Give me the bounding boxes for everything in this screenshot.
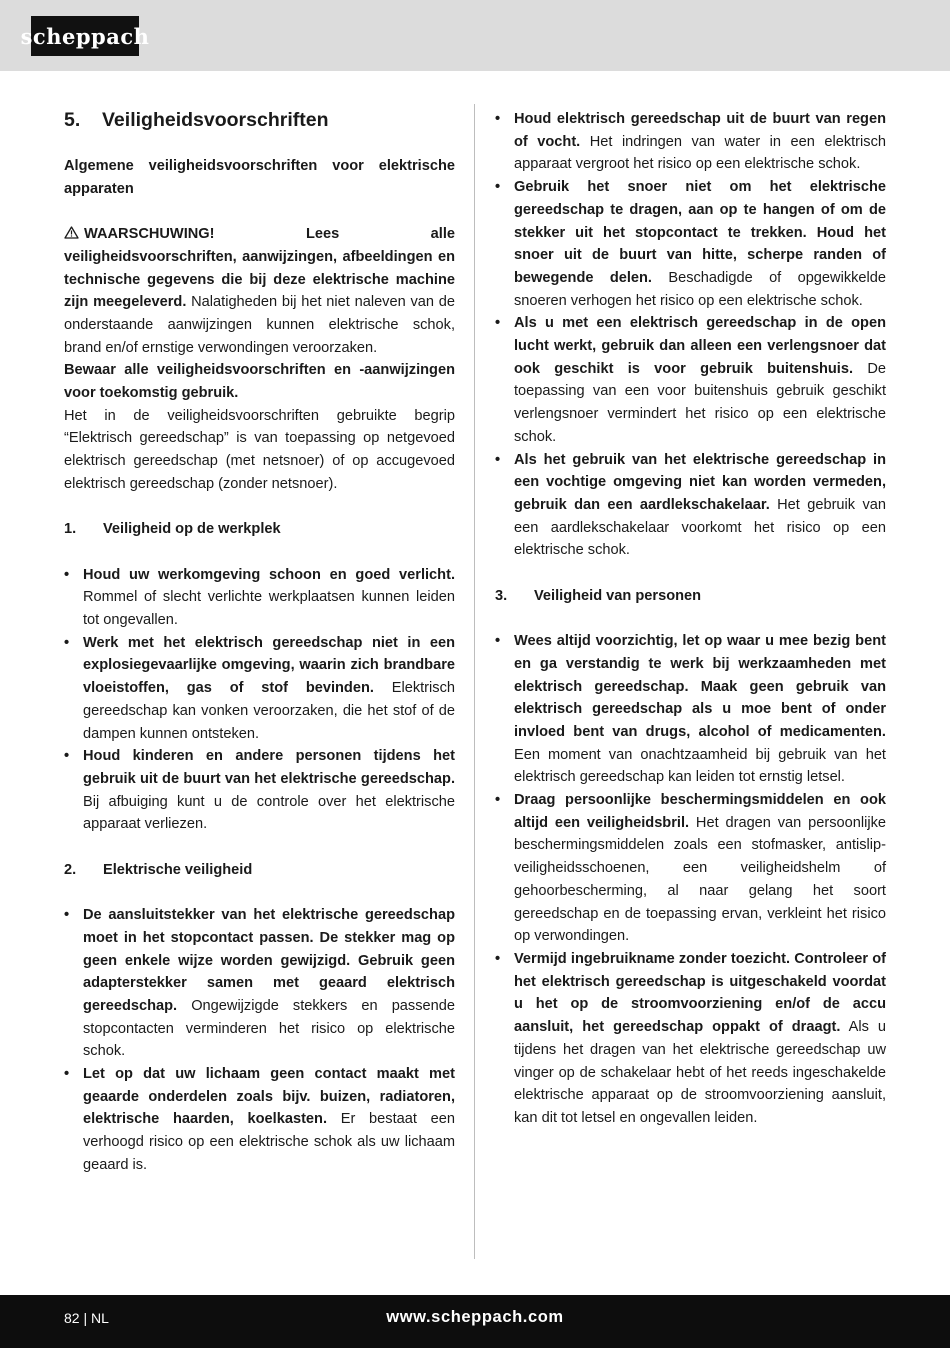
- subsection-title: Veiligheid op de werkplek: [103, 521, 281, 538]
- subsection-heading-3: [495, 585, 886, 608]
- definition-paragraph: Het in de veiligheidsvoorschriften gebruikte begrip “Elektrisch gereedschap” is van toepassing op netgevoed elektrisch gereedschap (met netsnoer) of op accugevoed elektrisch gereedschap (zonder netsnoer).: [64, 407, 455, 492]
- subsection-title: Veiligheid van personen: [534, 587, 702, 604]
- intro-subtitle: Algemene veiligheidsvoorschriften voor elektrische apparaten: [64, 158, 455, 197]
- item-bold: Houd kinderen en andere personen tijdens het gebruik uit de buurt van het elektrische gereedschap.: [83, 748, 455, 787]
- right-column: [495, 108, 886, 1130]
- list-item: [64, 904, 455, 1063]
- bullet-list: [64, 904, 455, 1176]
- item-text: Het dragen van persoonlijke beschermingsmiddelen zoals een stofmasker, antislip-veiligheidsschoenen, een veiligheidshelm of gehoorbescherming, al naar gelang het soort gereedschap en de toepassing ervan, verkleint het risico op verwondingen.: [514, 814, 887, 945]
- item-bold: Draag persoonlijke beschermingsmiddelen en ook altijd een veiligheidsbril.: [514, 792, 886, 831]
- item-text: Elektrisch gereedschap kan vonken veroorzaken, die het stof of de dampen kunnen ontsteken.: [83, 680, 455, 742]
- website-link[interactable]: www.scheppach.com: [386, 1308, 564, 1326]
- list-item: [495, 449, 886, 563]
- item-text: Een moment van onachtzaamheid bij gebruik van het elektrisch gereedschap kan leiden tot ernstig letsel.: [514, 746, 886, 786]
- bullet-list: [495, 630, 886, 1129]
- item-bold: Als het gebruik van het elektrische gereedschap in een vochtige omgeving niet kan worden vermeden, gebruik dan een aardlekschakelaar.: [514, 451, 886, 513]
- page-header: [0, 0, 950, 71]
- item-bold: Gebruik het snoer niet om het elektrische gereedschap te dragen, aan op te hangen of om de stekker uit het stopcontact te trekken. Houd het snoer uit de buurt van hitte, scherpe randen of bewegende delen.: [514, 179, 886, 286]
- item-text: Er bestaat een verhoogd risico op een elektrische schok als uw lichaam geaard is.: [83, 1111, 455, 1173]
- item-bold: Let op dat uw lichaam geen contact maakt met geaarde onderdelen zoals bijv. buizen, radiatoren, elektrische haarden, koelkasten.: [83, 1066, 455, 1128]
- item-text: Bij afbuiging kunt u de controle over het elektrische apparaat verliezen.: [83, 793, 455, 833]
- item-bold: Wees altijd voorzichtig, let op waar u mee bezig bent en ga verstandig te werk bij werkzaamheden met elektrisch gereedschap. Maak geen gebruik van elektrisch gereedschap als u moe bent of onder invloed bent van drugs, alcohol of medicamenten.: [514, 633, 886, 740]
- page-number-value: 82: [64, 1310, 80, 1326]
- list-item: [64, 1063, 455, 1177]
- page-separator: |: [83, 1310, 88, 1326]
- item-text: Beschadigde of opgewikkelde snoeren verhogen het risico op een elektrische schok.: [514, 269, 887, 309]
- list-item: [64, 632, 455, 746]
- item-bold: Werk met het elektrisch gereedschap niet in een explosiegevaarlijke omgeving, waarin zich brandbare vloeistoffen, gas of stof bevinden.: [83, 634, 455, 697]
- subsection-number: 3.: [495, 587, 508, 604]
- section-heading: [64, 108, 455, 132]
- subsection-number: 1.: [64, 521, 77, 538]
- language-code: NL: [91, 1310, 109, 1326]
- item-bold: Vermijd ingebruikname zonder toezicht. Controleer of het elektrisch gereedschap is uitgeschakeld voordat u het op de stroomvoorziening en/of de accu aansluit, het gereedschap oppakt of draagt.: [514, 950, 886, 1036]
- left-column: [64, 108, 455, 1177]
- warning-paragraph: [64, 223, 455, 359]
- subsection-heading-1: [64, 518, 455, 541]
- subsection-heading-2: [64, 859, 455, 882]
- list-item: [495, 630, 886, 789]
- item-bold: Houd elektrisch gereedschap uit de buurt van regen of vocht.: [514, 111, 886, 150]
- item-text: Rommel of slecht verlichte werkplaatsen kunnen leiden tot ongevallen.: [83, 589, 455, 629]
- item-bold: Als u met een elektrisch gereedschap in de open lucht werkt, gebruik dan alleen een verlengsnoer dat ook geschikt is voor gebruik buitenshuis.: [514, 315, 886, 377]
- logo-text: scheppach: [20, 23, 150, 49]
- item-bold: Houd uw werkomgeving schoon en goed verlicht.: [83, 566, 455, 583]
- item-text: Als u tijdens het dragen van het elektrische gereedschap uw vinger op de schakelaar hebt of het reeds ingeschakelde elektrische apparaat op de stroomvoorziening aansluit, kan dit tot letsel en ongevallen leiden.: [514, 1019, 886, 1126]
- subsection-title: Elektrische veiligheid: [103, 861, 253, 878]
- item-bold: De aansluitstekker van het elektrische gereedschap moet in het stopcontact passen. De stekker mag op geen enkele wijze worden gewijzigd. Gebruik geen adapterstekker samen met geaard elektrisch gereedschap.: [83, 907, 455, 1014]
- list-item: [495, 948, 886, 1130]
- section-title: Veiligheidsvoorschriften: [102, 109, 329, 131]
- item-text: Het gebruik van een aardlekschakelaar voorkomt het risico op een elektrische schok.: [514, 496, 886, 559]
- list-item: [495, 789, 886, 948]
- keep-instructions: Bewaar alle veiligheidsvoorschriften en -aanwijzingen voor toekomstig gebruik.: [64, 362, 455, 402]
- item-text: De toepassing van een voor buitenshuis gebruik geschikt verlengsnoer vermindert het risico op een elektrische schok.: [514, 360, 886, 445]
- item-text: Ongewijzigde stekkers en passende stopcontacten verminderen het risico op elektrische schok.: [83, 997, 455, 1060]
- subsection-number: 2.: [64, 861, 77, 878]
- section-number: 5.: [64, 109, 81, 131]
- column-divider: [474, 104, 475, 1259]
- item-text: Het indringen van water in een elektrisch apparaat vergroot het risico op een elektrische schok.: [514, 133, 886, 173]
- scheppach-logo: [20, 16, 150, 56]
- list-item: [495, 312, 886, 448]
- bullet-list: [64, 564, 455, 836]
- bullet-list: [495, 108, 886, 562]
- list-item: [495, 176, 886, 312]
- list-item: [495, 108, 886, 176]
- warning-triangle-icon: [64, 226, 79, 239]
- warning-bold: WAARSCHUWING! Lees alle veiligheidsvoorschriften, aanwijzingen, afbeeldingen en technische gegevens die bij deze elektrische machine zijn meegeleverd.: [64, 226, 455, 311]
- list-item: [64, 745, 455, 836]
- warning-text: Nalatigheden bij het niet naleven van de onderstaande aanwijzingen kunnen elektrische schok, brand en/of ernstige verwondingen veroorzaken.: [64, 294, 455, 356]
- list-item: [64, 564, 455, 632]
- page-footer: [0, 1295, 950, 1348]
